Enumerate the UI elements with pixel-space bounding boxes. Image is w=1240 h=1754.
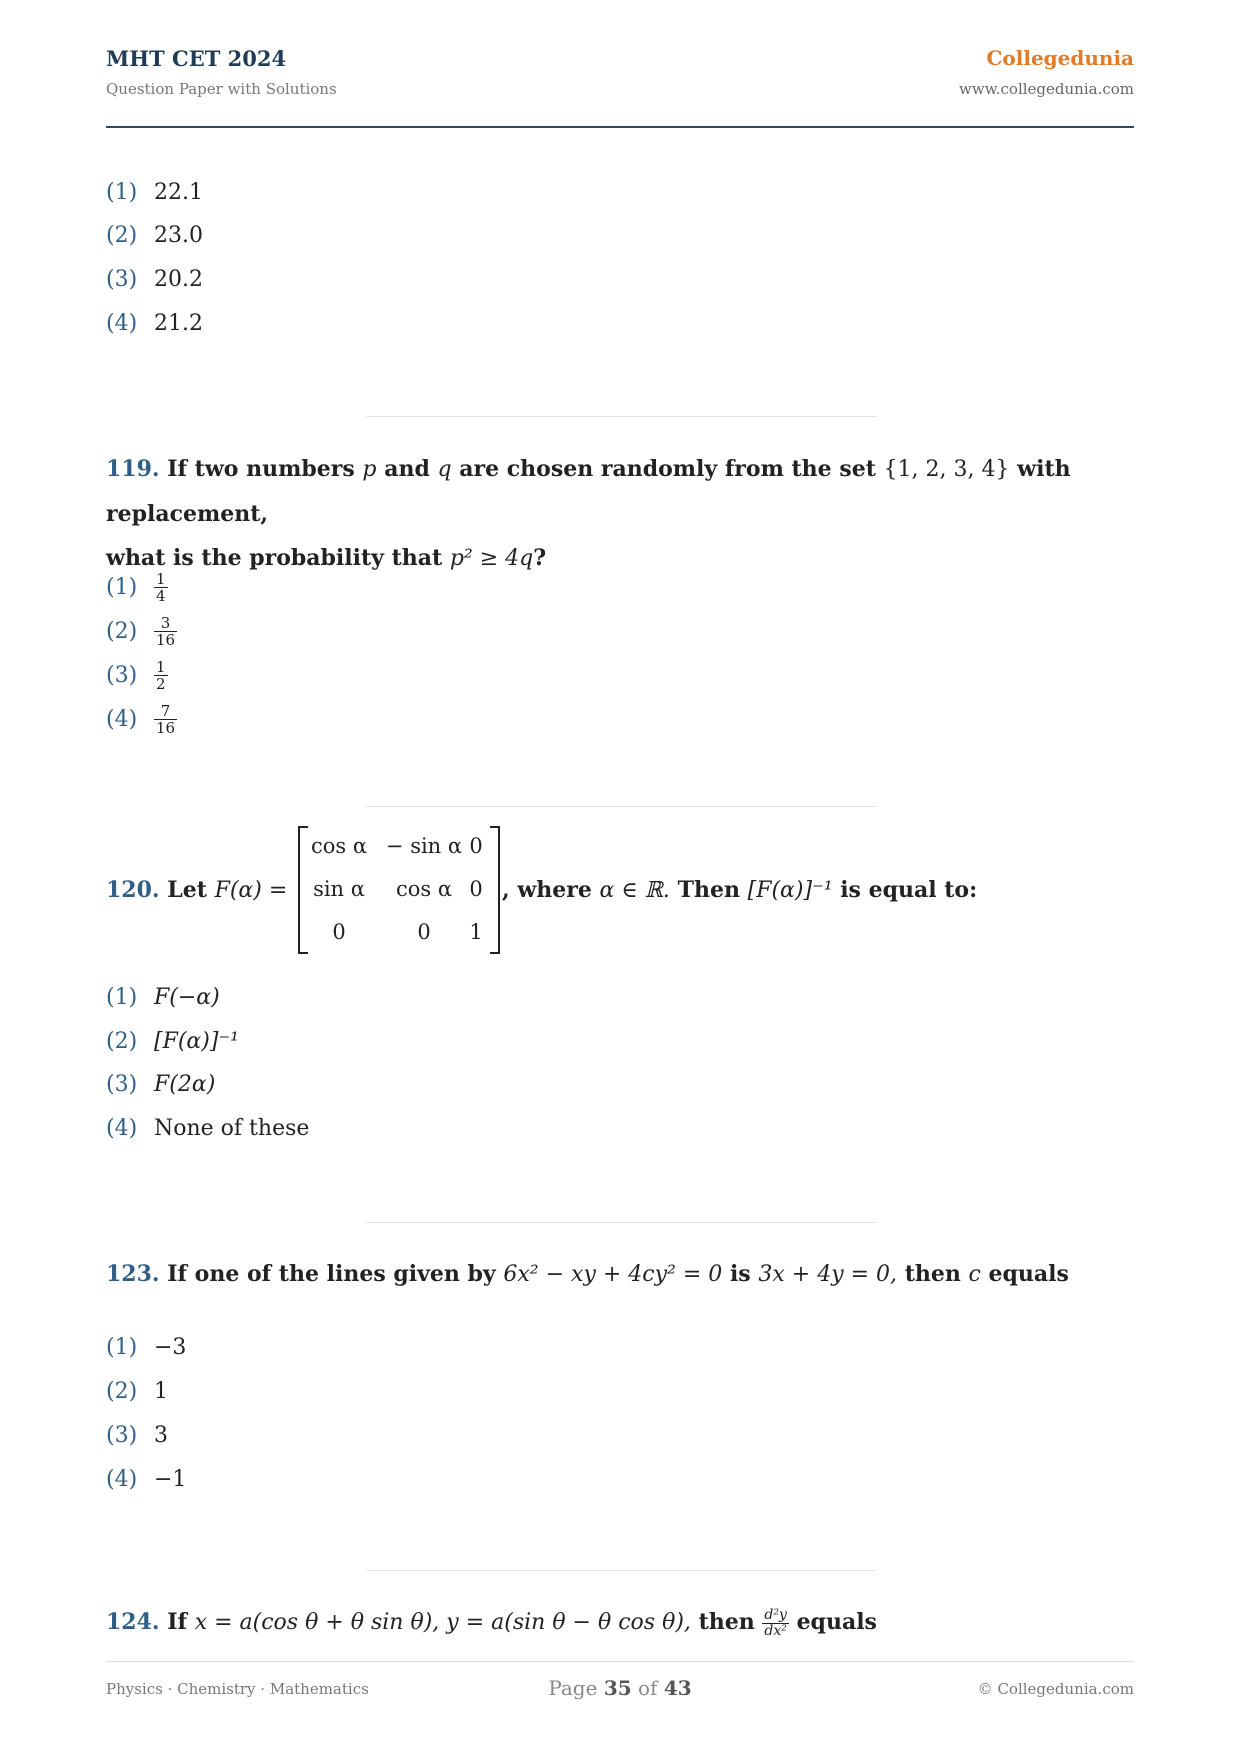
fraction-numerator: 3	[160, 614, 171, 632]
page-header	[106, 46, 1134, 128]
rotation-matrix	[298, 826, 500, 954]
derivative-numerator: d²y	[764, 1606, 787, 1623]
exam-title: MHT CET 2024	[106, 46, 287, 71]
question-text: Then	[677, 877, 740, 903]
q119-option-3	[106, 659, 168, 692]
option-value: 21.2	[154, 311, 203, 336]
option-fraction	[154, 659, 168, 692]
q123-option-3	[106, 1422, 168, 1450]
math-line: 3x + 4y = 0,	[758, 1262, 898, 1287]
option-value: 3	[154, 1423, 168, 1448]
question-120-tail	[502, 868, 977, 913]
option-number: (3)	[106, 1423, 138, 1448]
fraction-numerator: 7	[160, 702, 171, 720]
question-text: with replacement,	[106, 456, 1071, 527]
matrix-cell: cos α	[395, 877, 453, 901]
question-119	[106, 447, 1140, 581]
matrix-cell: 0	[332, 920, 346, 944]
question-text: , where	[502, 877, 592, 903]
exam-subtitle: Question Paper with Solutions	[106, 80, 337, 98]
fraction-denominator: 16	[156, 719, 176, 737]
question-text: If one of the lines given by	[167, 1261, 496, 1287]
fraction-numerator: 1	[156, 570, 166, 588]
option-number: (2)	[106, 1379, 138, 1404]
option-number: (1)	[106, 1335, 138, 1360]
matrix-cell: 1	[469, 920, 483, 944]
page-of: of	[638, 1676, 658, 1700]
q119-option-4	[106, 703, 177, 736]
question-text: If two numbers	[167, 456, 355, 482]
question-text: If	[167, 1609, 188, 1635]
matrix-cell: − sin α	[385, 834, 463, 858]
question-separator	[366, 1222, 876, 1223]
q118-option-4	[106, 310, 203, 338]
question-120-lead	[106, 868, 287, 913]
fraction-denominator: 16	[156, 631, 176, 649]
math-var: p	[362, 457, 377, 482]
q120-option-4	[106, 1115, 309, 1143]
math-inequality: p² ≥ 4q	[449, 546, 534, 571]
math-set: {1, 2, 3, 4}	[883, 457, 1010, 482]
q118-option-2	[106, 222, 203, 250]
math-parametric: x = a(cos θ + θ sin θ), y = a(sin θ − θ cos θ),	[194, 1610, 691, 1635]
question-text: what is the probability that	[106, 545, 443, 571]
math-equation: 6x² − xy + 4cy² = 0	[503, 1262, 723, 1287]
q118-option-1	[106, 179, 203, 207]
page-total: 43	[663, 1676, 692, 1700]
question-text: is equal to:	[840, 877, 978, 903]
option-number: (3)	[106, 1072, 138, 1097]
option-value: F(−α)	[154, 985, 220, 1010]
fraction-denominator: 2	[156, 675, 166, 693]
math-inverse: [F(α)]⁻¹	[747, 878, 833, 903]
question-text: equals	[988, 1261, 1069, 1287]
question-number: 120.	[106, 877, 160, 903]
q123-option-2	[106, 1378, 168, 1406]
option-value: 20.2	[154, 267, 203, 292]
option-value: −1	[154, 1467, 187, 1492]
matrix-cell: 0	[417, 920, 431, 944]
footer-subjects: Physics · Chemistry · Mathematics	[106, 1680, 369, 1698]
q119-option-2	[106, 615, 177, 648]
option-number: (1)	[106, 574, 138, 600]
q120-option-2	[106, 1028, 239, 1056]
math-domain: α ∈ ℝ.	[599, 878, 670, 903]
page-label: Page	[548, 1676, 598, 1700]
q123-option-4	[106, 1466, 186, 1494]
option-fraction	[154, 615, 177, 648]
option-value: −3	[154, 1335, 187, 1360]
matrix-cell: 0	[469, 834, 483, 858]
matrix-cell: sin α	[313, 877, 365, 901]
option-number: (1)	[106, 985, 138, 1010]
option-number: (4)	[106, 706, 138, 732]
q119-option-1	[106, 571, 168, 604]
question-text: equals	[796, 1609, 877, 1635]
question-number: 119.	[106, 456, 160, 482]
derivative-denominator: dx²	[764, 1622, 787, 1639]
option-number: (3)	[106, 662, 138, 688]
brand-name: Collegedunia	[986, 46, 1134, 70]
option-number: (4)	[106, 311, 138, 336]
option-number: (3)	[106, 267, 138, 292]
option-number: (1)	[106, 180, 138, 205]
option-number: (2)	[106, 223, 138, 248]
q118-option-3	[106, 266, 203, 294]
question-text: Let	[167, 877, 207, 903]
question-text: and	[384, 456, 430, 482]
question-separator	[366, 416, 876, 417]
math-var: c	[968, 1262, 981, 1287]
question-text: then	[904, 1261, 961, 1287]
option-value: 22.1	[154, 180, 203, 205]
q123-option-1	[106, 1334, 186, 1362]
question-number: 123.	[106, 1261, 160, 1287]
question-text: then	[698, 1609, 755, 1635]
question-123	[106, 1252, 1140, 1297]
footer-copyright: © Collegedunia.com	[977, 1680, 1134, 1698]
option-number: (2)	[106, 618, 138, 644]
matrix-cell: cos α	[310, 834, 368, 858]
matrix-cell: 0	[469, 877, 483, 901]
option-number: (4)	[106, 1116, 138, 1141]
math-function: F(α) =	[214, 878, 288, 903]
question-separator	[366, 1570, 876, 1571]
question-mark: ?	[533, 545, 547, 571]
question-text: are chosen randomly from the set	[459, 456, 876, 482]
page-current: 35	[603, 1676, 632, 1700]
option-value: None of these	[154, 1116, 310, 1141]
fraction-numerator: 1	[156, 658, 166, 676]
option-fraction	[154, 571, 168, 604]
option-value: 1	[154, 1379, 168, 1404]
q120-option-1	[106, 984, 220, 1012]
q120-option-3	[106, 1071, 215, 1099]
question-separator	[366, 806, 876, 807]
option-number: (4)	[106, 1467, 138, 1492]
question-124	[106, 1600, 1140, 1645]
question-text: is	[729, 1261, 751, 1287]
second-derivative	[762, 1608, 788, 1639]
question-number: 124.	[106, 1609, 160, 1635]
option-fraction	[154, 703, 177, 736]
option-value: F(2α)	[154, 1072, 216, 1097]
brand-url: www.collegedunia.com	[959, 80, 1134, 98]
page-footer	[106, 1661, 1134, 1702]
option-value: [F(α)]⁻¹	[154, 1029, 239, 1054]
option-number: (2)	[106, 1029, 138, 1054]
math-var: q	[437, 457, 452, 482]
option-value: 23.0	[154, 223, 203, 248]
fraction-denominator: 4	[156, 587, 166, 605]
